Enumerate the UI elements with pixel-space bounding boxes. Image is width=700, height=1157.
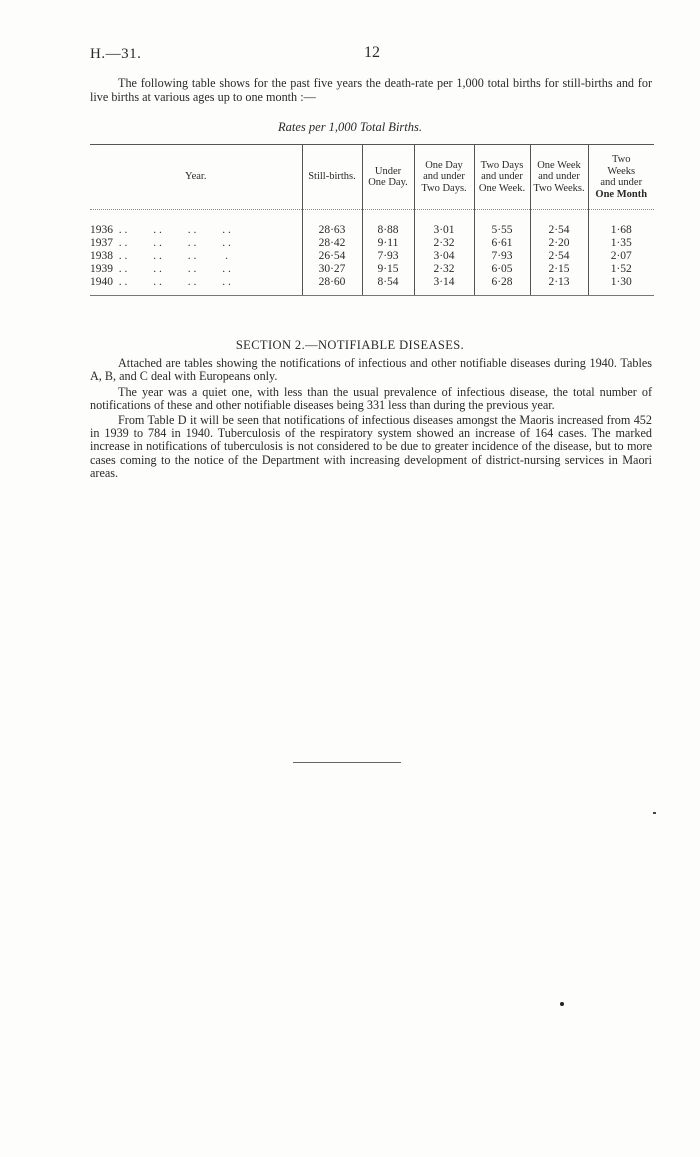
section-paragraph-2: The year was a quiet one, with less than the usual prevalence of infectious disease, the total number of notifications of these and other notifiable diseases being 331 less than during the previous year. (90, 385, 652, 413)
header-under-one-day: Under One Day. (362, 145, 414, 210)
table-row: 1940 . . . . . . . . 28·60 8·54 3·14 6·28 2·13 1·30 (90, 276, 654, 296)
row-year: 1937 (90, 237, 113, 249)
death-rate-table (90, 144, 654, 296)
table-row: 1936 . . . . . . . . 28·63 8·88 3·01 5·55 2·54 1·68 (90, 224, 654, 237)
section-paragraph-1: Attached are tables showing the notifications of infectious and other notifiable diseases during 1940. Tables A, B, and C deal with Europeans only. (90, 356, 652, 384)
section-paragraph-3: From Table D it will be seen that notifications of infectious diseases amongst the Maoris increased from 452 in 1939 to 784 in 1940. Tuberculosis of the respiratory system showed an increase of 164 cases. The marked increase in notifications of tuberculosis is not considered to be due to greater incidence of the disease, but to more cases coming to the notice of the Department with increasing development of district-nursing services in Maori areas. (90, 413, 652, 480)
intro-paragraph: The following table shows for the past five years the death-rate per 1,000 total births for still-births and for live births at various ages up to one month :— (90, 76, 652, 104)
header-one-day: One Day and under Two Days. (414, 145, 474, 210)
section-title: SECTION 2.—NOTIFIABLE DISEASES. (235, 338, 465, 352)
header-still-births: Still-births. (302, 145, 362, 210)
header-one-week: One Week and under Two Weeks. (530, 145, 588, 210)
end-rule-divider (293, 762, 401, 763)
header-two-days: Two Days and under One Week. (474, 145, 530, 210)
table-caption: Rates per 1,000 Total Births. (278, 120, 422, 134)
row-year: 1936 (90, 224, 113, 236)
page-number: 12 (364, 44, 380, 61)
header-two-weeks: Two Weeks and under One Month (588, 145, 654, 210)
table-row: 1938 . . . . . . . 26·54 7·93 3·04 7·93 2·54 2·07 (90, 250, 654, 263)
document-code: H.—31. (90, 46, 142, 62)
table-row: 1939 . . . . . . . . 30·27 9·15 2·32 6·05 2·15 1·52 (90, 263, 654, 276)
header-year: Year. (90, 145, 302, 210)
row-year: 1939 (90, 263, 113, 275)
row-year: 1938 (90, 250, 113, 262)
row-year: 1940 (90, 276, 113, 288)
print-dot-mark (560, 1002, 564, 1006)
print-speck-mark (653, 812, 656, 814)
table-row: 1937 . . . . . . . . 28·42 9·11 2·32 6·61 2·20 1·35 (90, 237, 654, 250)
table-header-row (90, 145, 654, 210)
